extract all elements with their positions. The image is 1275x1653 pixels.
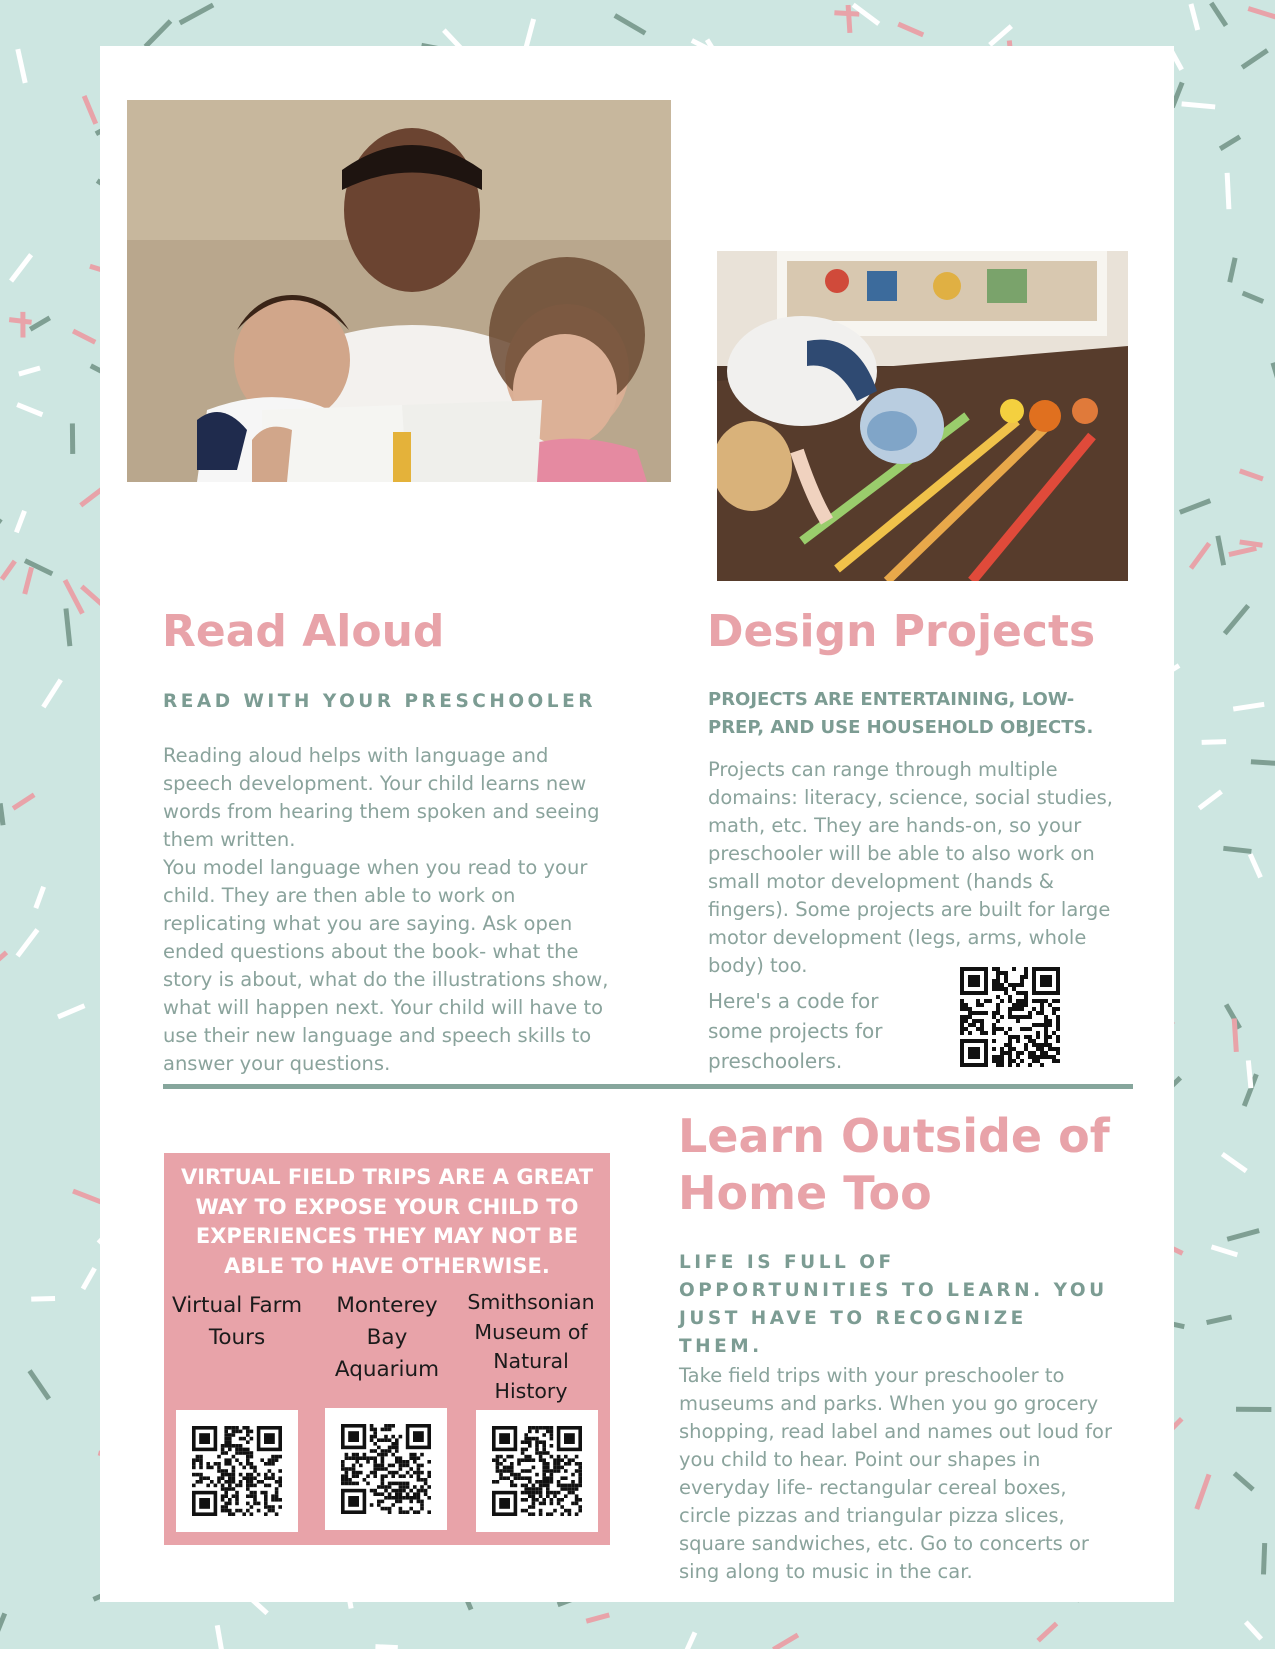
confetti-stripe	[0, 803, 3, 825]
confetti-stripe	[17, 405, 42, 415]
confetti-stripe	[1240, 471, 1263, 479]
trip-card-smithsonian[interactable]	[476, 1410, 598, 1532]
confetti-stripe	[1248, 8, 1275, 18]
confetti-stripe	[82, 586, 102, 604]
confetti-stripe	[1197, 1474, 1209, 1509]
confetti-stripe	[680, 1632, 695, 1649]
confetti-stripe	[1211, 1247, 1237, 1255]
confetti-stripe	[1225, 606, 1248, 634]
confetti-stripe	[1248, 1060, 1251, 1088]
qr-code-icon[interactable]	[192, 1426, 282, 1516]
confetti-stripe	[0, 1613, 5, 1637]
confetti-stripe	[1182, 104, 1216, 107]
confetti-stripe	[18, 930, 38, 956]
confetti-stripe	[898, 24, 923, 35]
confetti-stripe	[2, 561, 15, 579]
read-aloud-body: Reading aloud helps with language and speech development. Your child learns new words from hearing them spoken and seeing them written. You model language when you read to your child. They are then able to work on replicating what you are saying. Ask open ended questions about the book- what the story is about, what do the illustrations show, what will happen next. Your child will have to use their new language and speech skills to answer your questions.	[163, 742, 623, 1078]
confetti-stripe	[180, 5, 213, 23]
design-projects-subtitle: PROJECTS ARE ENTERTAINING, LOW-PREP, AND USE HOUSEHOLD OBJECTS.	[708, 686, 1128, 742]
confetti-stripe	[773, 1635, 798, 1649]
trip-label-aquarium: Monterey Bay Aquarium	[314, 1290, 460, 1386]
confetti-stripe	[1246, 1622, 1261, 1639]
trip-label-farm: Virtual Farm Tours	[164, 1290, 310, 1354]
confetti-stripe	[11, 255, 31, 281]
confetti-stripe	[58, 1006, 85, 1017]
confetti-stripe	[73, 331, 95, 342]
confetti-stripe	[84, 96, 96, 124]
confetti-stripe	[73, 1191, 103, 1203]
confetti-stripe	[1240, 542, 1263, 545]
confetti-stripe	[1230, 258, 1235, 282]
trip-card-aquarium[interactable]	[325, 1408, 447, 1530]
confetti-stripe	[43, 680, 60, 707]
trip-card-farm[interactable]	[176, 1410, 298, 1532]
confetti-stripe	[375, 1647, 397, 1648]
confetti-stripe	[1234, 1473, 1253, 1489]
confetti-stripe	[1207, 1317, 1232, 1323]
qr-code-icon[interactable]	[341, 1424, 431, 1514]
confetti-stripe	[36, 887, 44, 908]
confetti-stripe	[1243, 293, 1264, 301]
confetti-stripe	[1251, 762, 1275, 764]
confetti-stripe	[1218, 536, 1224, 565]
learn-outside-subtitle: LIFE IS FULL OF OPPORTUNITIES TO LEARN. YOU JUST HAVE TO RECOGNIZE THEM.	[679, 1249, 1109, 1361]
section-divider	[163, 1084, 1133, 1089]
read-aloud-subtitle: READ WITH YOUR PRESCHOOLER	[163, 691, 596, 713]
confetti-stripe	[1220, 137, 1240, 149]
read-aloud-title: Read Aloud	[162, 607, 444, 656]
confetti-stripe	[1263, 1543, 1264, 1574]
confetti-stripe	[217, 1625, 221, 1649]
confetti-stripe	[83, 1268, 95, 1289]
confetti-stripe	[9, 320, 31, 323]
learn-outside-title: Learn Outside of Home Too	[678, 1108, 1118, 1222]
confetti-stripe	[1199, 792, 1221, 809]
confetti-stripe	[586, 1615, 609, 1621]
design-projects-title: Design Projects	[707, 607, 1095, 656]
confetti-stripe	[1038, 1623, 1056, 1640]
confetti-stripe	[1233, 704, 1264, 709]
confetti-stripe	[30, 318, 50, 329]
confetti-stripe	[1234, 1018, 1236, 1051]
confetti-stripe	[1222, 1154, 1246, 1171]
confetti-stripe	[16, 511, 24, 533]
confetti-stripe	[19, 368, 40, 374]
confetti-stripe	[1227, 173, 1229, 209]
virtual-field-trips-heading: VIRTUAL FIELD TRIPS ARE A GREAT WAY TO EXPOSE YOUR CHILD TO EXPERIENCES THEY MAY NOT BE ABLE TO HAVE OTHERWISE.	[174, 1163, 600, 1281]
confetti-stripe	[1250, 854, 1260, 877]
project-code-caption: Here's a code for some projects for preschoolers.	[708, 986, 903, 1076]
trip-label-smithsonian: Smithsonian Museum of Natural History	[456, 1288, 606, 1406]
confetti-stripe	[18, 49, 25, 83]
qr-code-icon[interactable]	[960, 967, 1060, 1067]
confetti-stripe	[66, 609, 70, 647]
confetti-stripe	[1191, 4, 1198, 30]
confetti-stripe	[1180, 501, 1210, 513]
confetti-stripe	[1227, 1231, 1259, 1240]
confetti-stripe	[1223, 848, 1251, 851]
confetti-stripe	[1191, 543, 1209, 568]
confetti-stripe	[1229, 548, 1256, 554]
confetti-stripe	[1202, 742, 1226, 743]
confetti-stripe	[615, 15, 645, 33]
father-reading-photo	[127, 100, 671, 482]
confetti-stripe	[30, 1371, 49, 1399]
confetti-stripe	[848, 5, 850, 33]
confetti-stripe	[1211, 3, 1226, 26]
qr-code-icon[interactable]	[492, 1426, 582, 1516]
confetti-stripe	[25, 567, 32, 594]
confetti-stripe	[13, 795, 34, 809]
virtual-field-trips-box	[164, 1153, 610, 1545]
confetti-stripe	[1242, 50, 1267, 67]
child-floor-project-photo	[717, 251, 1128, 581]
confetti-stripe	[0, 952, 6, 973]
confetti-stripe	[31, 1298, 55, 1299]
confetti-stripe	[145, 21, 170, 47]
confetti-stripe	[0, 519, 1, 541]
design-projects-body: Projects can range through multiple domains: literacy, science, social studies, math, etc. They are hands-on, so your preschooler will be able to also work on small motor development (hands & fingers). Some projects are built for large motor development (legs, arms, whole body) too.	[708, 756, 1128, 980]
learn-outside-body: Take field trips with your preschooler to museums and parks. When you go grocery shopping, read label and names out loud for you child to hear. Point our shapes in everyday life- rectangular cereal boxes, circle pizzas and triangular pizza slices, square sandwiches, etc. Go to concerts or sing along to music in the car.	[679, 1362, 1119, 1586]
